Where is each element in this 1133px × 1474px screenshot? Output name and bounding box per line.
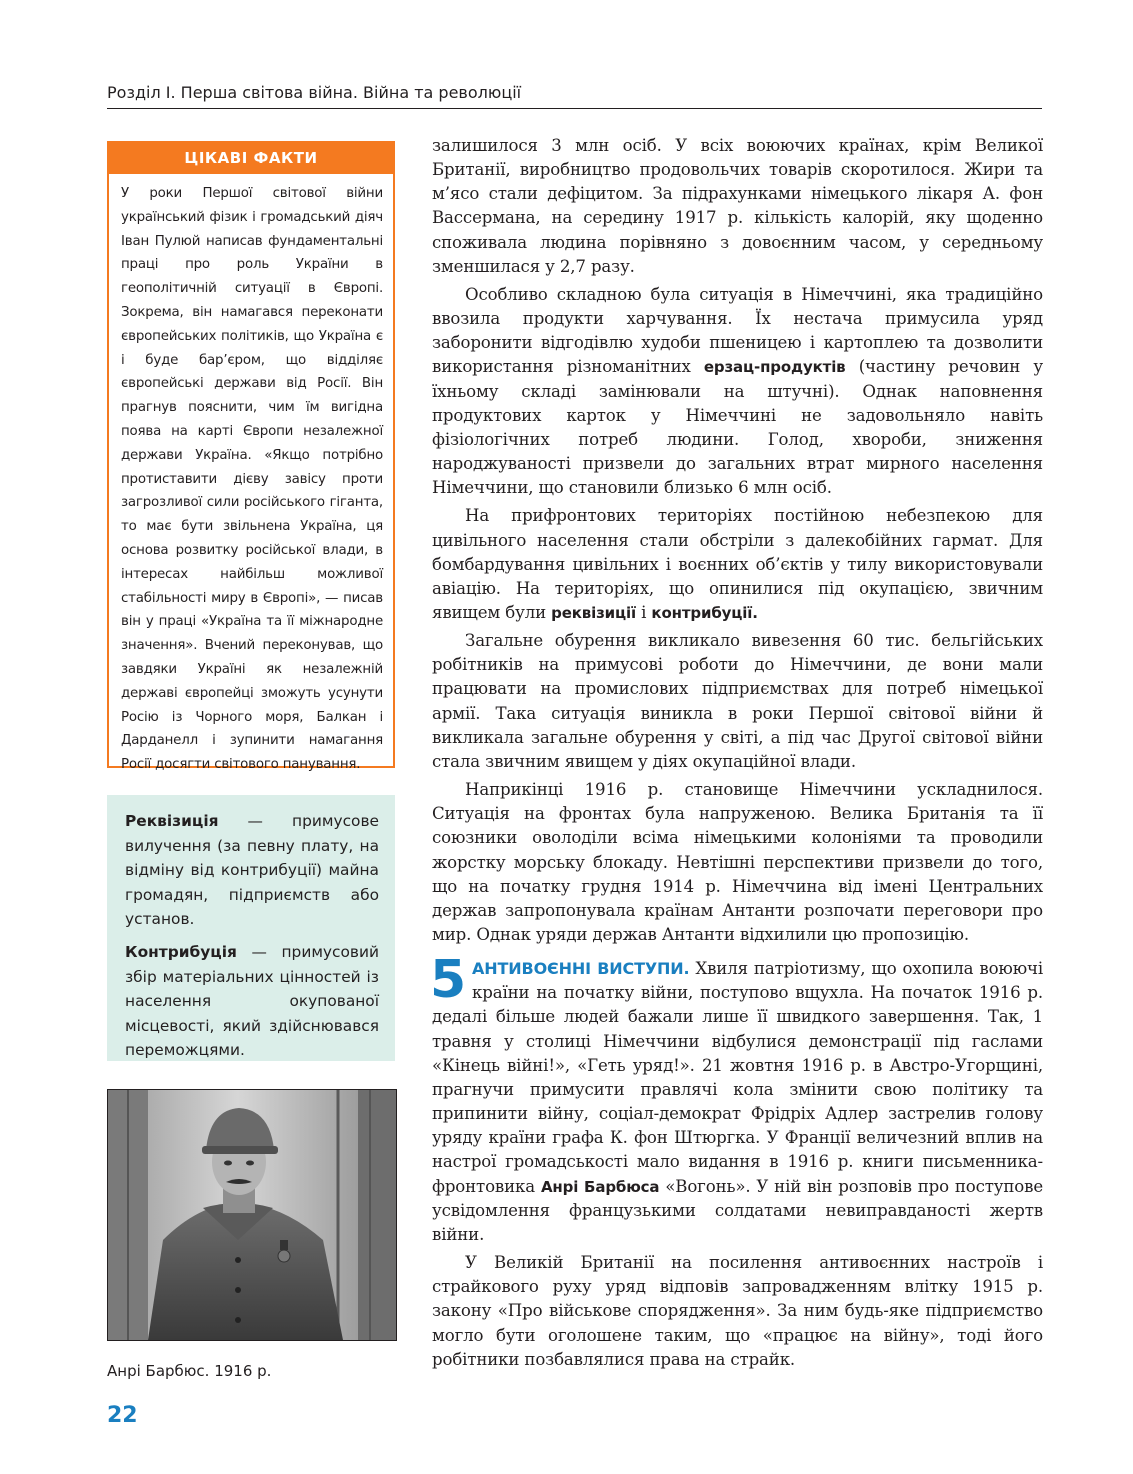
- definition-term: Контрибуція: [125, 942, 237, 961]
- term-requisitions: реквізиції: [551, 603, 636, 622]
- paragraph-text: Особливо складною була ситуація в Німеччині, яка традиційно ввозила продукти харчування. Їх нестача примусила уряд заборонити відгодівлю худоби пшеницею і картоплею та дозволити використання різноманітних: [432, 284, 1043, 377]
- paragraph: Наприкінці 1916 р. становище Німеччини ускладнилося. Ситуація на фронтах була напруженою. Велика Британія та її союзники оволоділи всіма німецькими колоніями та проводили жорстку морську блокаду. Невтішні перспективи призвели до того, що на початку грудня 1914 р. Німеччина від імені Центральних держав запропонувала країнам Антанти розпочати переговори про мир. Однак уряди держав Антанти відхилили цю пропозицію.: [432, 780, 1043, 944]
- photo-caption: Анрі Барбюс. 1916 р.: [107, 1362, 272, 1380]
- definitions-box: [107, 795, 395, 1061]
- paragraph: [430, 950, 1043, 1247]
- facts-text: У роки Першої світової війни український фізик і громадський діяч Іван Пулюй написав фундаментальні праці про роль України в геополітичній ситуації в Європі. Зокрема, він намагався переконати європейських політиків, що Україна є і буде бар’єром, що відділяє європейські держави від Росії. Він прагнув пояснити, чим їм вигідна поява на карті Європи незалежної держави Україна. «Якщо потрібно протиставити дієву завісу проти загрозливої сили російського гіганта, то має бути звільнена Україна, ця основа розвитку російської влади, в інтересах найбільш можливої стабільності миру в Європі», — писав він у праці «Україна та її міжнародне значення». Вчений переконував, що завдяки Україні як незалежній державі європейці зможуть усунути Росію із Чорного моря, Балкан і Дарданелл і зупинити намагання Росії досягти світового панування.: [121, 186, 383, 773]
- definition-term: Реквізиція: [125, 812, 219, 830]
- paragraph-text: На прифронтових територіях постійною небезпекою для цивільного населення стали обстріли з далекобійних гармат. Для бомбардування цивільних і воєнних об’єктів у тилу використовували авіацію. На територіях, що опинилися під окупацією, звичним явищем були: [432, 506, 1043, 622]
- term-barbusse: Анрі Барбюса: [540, 1177, 660, 1196]
- facts-title: ЦІКАВІ ФАКТИ: [109, 143, 393, 174]
- main-text-column: [432, 134, 1043, 1376]
- definition-text: — примусовий збір матеріальних цінностей із населення окупованої місцевості, який здійснювався переможцями.: [125, 942, 379, 1060]
- portrait-image: [108, 1090, 396, 1340]
- paragraph-text: (частину речовин у їхньому складі замінювали на штучні). Однак наповнення продуктових карток у Німеччині не задовольняло навіть фізіологічних потреб людини. Голод, хвороби, зниження народжуваності призвели до загальних втрат мирного населення Німеччини, що становили близько 6 млн осіб.: [432, 357, 1043, 498]
- barbusse-photo: [107, 1089, 397, 1341]
- paragraph: [432, 504, 1043, 625]
- paragraph-text: «Вогонь». У ній він розповів про поступове усвідомлення французькими солдатами невиправданості жертв війни.: [432, 1176, 1043, 1244]
- running-header: [107, 80, 1042, 109]
- paragraph: Загальне обурення викликало вивезення 60 тис. бельгійських робітників на примусові роботи до Німеччини, де вони мали працювати на промислових підприємствах для потреб німецької армії. Така ситуація виникла в роки Першої світової війни й викликала загальне обурення у світі, а під час Другої світової війни стала звичним явищем у діях окупаційної влади.: [432, 631, 1043, 771]
- definition-text: — примусове вилучення (за певну плату, на відміну від контрибуції) майна громадян, підприємств або установ.: [125, 812, 379, 929]
- paragraph-text: .: [752, 603, 758, 622]
- section-title: АНТИВОЄННІ ВИСТУПИ.: [472, 959, 690, 979]
- section-number: 5: [430, 950, 467, 1011]
- paragraph-text: і: [636, 602, 652, 622]
- interesting-facts-box: [107, 141, 395, 773]
- paragraph: [432, 283, 1043, 500]
- page-number: 22: [107, 1403, 138, 1428]
- section-5: [430, 950, 1043, 1372]
- definition-requisition: [125, 809, 379, 932]
- paragraph-text: Хвиля патріотизму, що охопила воюючі країни на початку війни, поступово вщухла. На початок 1916 р. дедалі більше людей бажали лише її швидкого завершення. Так, 1 травня у столиці Німеччини відбулися демонстрації під гаслами «Кінець війні!», «Геть уряд!». 21 жовтня 1916 р. в Австро-Угорщині, прагнучи примусити правлячі кола змінити свою політику та припинити війну, соціал-демократ Фрідріх Адлер застрелив голову уряду країни графа К. фон Штюргка. У Франції величезний вплив на настрої громадськості мало видання в 1916 р. книги письменника-фронтовика: [432, 959, 1043, 1196]
- paragraph: У Великій Британії на посилення антивоєнних настроїв і страйкового руху уряд відповів запровадженням влітку 1915 р. закону «Про військове спорядження». За ним будь-яке підприємство могло бути оголошене таким, що «працює на війну», тоді його робітники позбавлялися права на страйк.: [432, 1253, 1043, 1369]
- header-title: Розділ І. Перша світова війна. Війна та революції: [107, 83, 522, 102]
- definition-contribution: [125, 940, 379, 1063]
- term-ersatz: ерзац-продуктів: [703, 358, 846, 377]
- paragraph: залишилося 3 млн осіб. У всіх воюючих країнах, крім Великої Британії, виробництво продовольчих товарів скоротилося. Жири та м’ясо стали дефіцитом. За підрахунками німецького лікаря А. фон Вассермана, на середину 1917 р. кількість калорій, яку щоденно споживала людина порівняно з довоєнним часом, у середньому зменшилася у 2,7 разу.: [432, 136, 1043, 276]
- term-contributions: контрибуції: [651, 603, 753, 622]
